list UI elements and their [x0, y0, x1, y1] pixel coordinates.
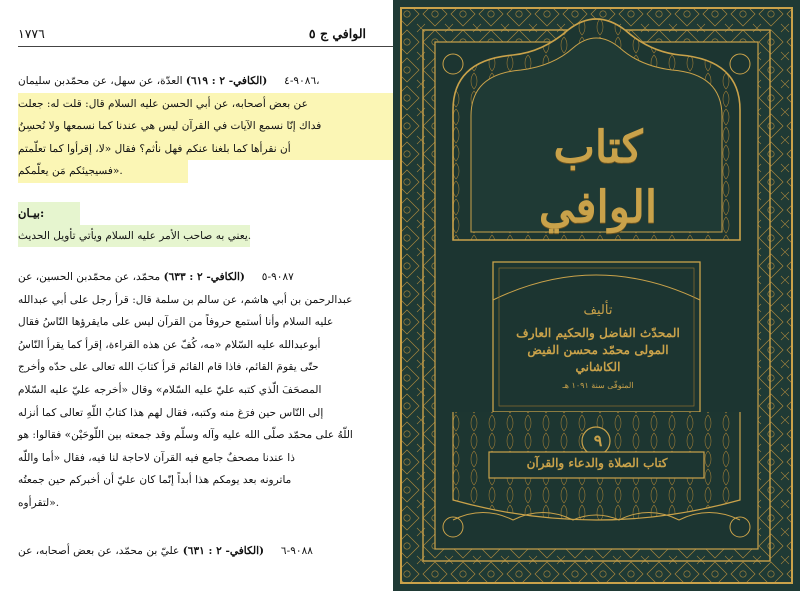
cover-volume-number: ٩ [593, 431, 603, 450]
cover-talif: تأليف [583, 303, 613, 318]
hadith-text: العدّة، عن سهل، عن محمّدبن سليمان، [18, 75, 320, 87]
hadith-2-line-10: ماترونه بعد يومكم هذا أبداً إنّما كان عليّ أن أخبركم حين جمعتُه [18, 474, 292, 487]
hadith-1-line-2: عن بعض أصحابه، عن أبي الحسن عليه السلام قال: قلت له: جعلت [18, 93, 778, 116]
hadith-1-line-5: فسيجيئكم مَن يعلّمكم». [18, 160, 188, 183]
cover-author-line-2: المولى محمّد محسن الفيض الكاشاني [527, 343, 669, 374]
page-header [18, 22, 366, 44]
hadith-2-line-5: حتّى يقومَ القائم، فاذا قام القائم قرأ كتابَ الله تعالى على حدّه وأخرج [18, 361, 319, 374]
hadith-1-line-4: أن نقرأها كما بلغنا عنكم فهل نأثم؟ فقال «لا، إقرأوا كما تعلّمتم [18, 138, 778, 161]
cover-dates: المتوفّى سنة ١٠٩١ هـ [562, 381, 634, 390]
hadith-2-line-9: ذا عندنا مصحفٌ جامع فيه القرآن لاحاجة لنا فيه، فقال «أما واللّه [18, 451, 295, 464]
bayan-label: بيـان: [18, 202, 80, 225]
hadith-text: محمّد، عن محمّدبن الحسين، عن [18, 271, 161, 283]
hadith-2-line-4: أبوعبدالله عليه السّلام «مه، كُفّ عن هذه القراءة، إقرأ كما يقرأ النّاسُ [18, 338, 321, 351]
running-title: الوافي ج ٥ [308, 25, 366, 41]
hadith-2-line-7: إلى النّاس حين فرَغ منه وكتبه، فقال لهم هذا كتابُ اللّهِ تعالى كما أنزله [18, 406, 324, 419]
hadith-source: (الكافي- ٢ : ٦٣٣) [163, 271, 245, 283]
cover-author-line-1: المحدّث الفاضل والحكيم العارف [516, 326, 680, 340]
hadith-number: ٩٠٨٨-٦ [280, 545, 313, 557]
hadith-source: (الكافي- ٢ : ٦٣١) [182, 545, 265, 557]
hadith-2-line-6: المصحَفَ الّذي كتبه عليّ عليه السّلام» وقال «أخرجه عليّ عليه السّلام [18, 383, 322, 396]
hadith-text: عليّ بن محمّد، عن بعض أصحابه، عن [18, 545, 180, 557]
bayan-text: يعني به صاحب الأمر عليه السلام ويأتي تأويل الحديث. [18, 225, 250, 248]
hadith-2-line-3: عليه السلام وأنا أستمع حروفاً من القرآن ليس على مايقرؤها النّاسُ فقال [18, 316, 334, 329]
hadith-number: ٩٠٨٦-٤ [284, 75, 317, 87]
hadith-2-line-8: اللّهُ على محمّد صلّى الله عليه وآله وسلّم وقد جمعته بين اللّوحَيْن» فقالوا: هو [18, 429, 353, 442]
hadith-2-line-11: لتقرأوه». [18, 496, 60, 509]
cover-kitab-title: كتاب الصلاة والدعاء والقرآن [526, 456, 668, 470]
hadith-source: (الكافي- ٢ : ٦١٩) [185, 75, 268, 87]
cover-ornament [393, 0, 800, 591]
hadith-2-line-2: عبدالرحمن بن أبي هاشم، عن سالم بن سلمة قال: قرأ رجل على أبي عبدالله [18, 293, 353, 306]
cover-title: كتاب الوافي [538, 122, 658, 233]
hadith-1-line-3: فداك إنّا نسمع الآيات في القرآن ليس هي عندنا كما نسمعها ولا نُحسِنُ [18, 115, 778, 138]
page-number: ١٧٧٦ [18, 25, 45, 41]
book-cover [393, 0, 800, 591]
hadith-number: ٩٠٨٧-٥ [261, 271, 294, 283]
cover-author [505, 325, 691, 376]
